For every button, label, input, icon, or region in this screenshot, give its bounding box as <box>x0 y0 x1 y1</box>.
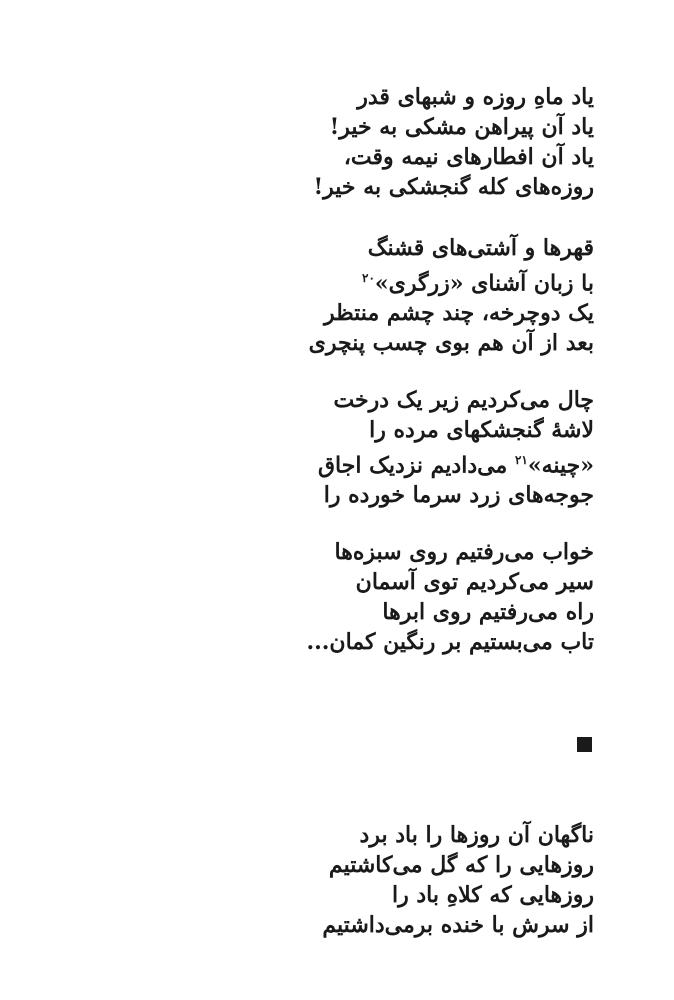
poem-line-prefix: «چینه» <box>527 452 594 479</box>
footnote-marker: ۲۱ <box>514 453 528 467</box>
stanza-5 <box>174 820 594 940</box>
poem-line: یاد آن افطارهای نیمه وقت، <box>343 144 594 170</box>
black-square-icon <box>577 737 592 752</box>
poem-line: تاب می‌بستیم بر رنگین کمان... <box>306 629 594 655</box>
stanza-3 <box>174 385 594 510</box>
footnote-marker: ۲۰ <box>362 271 375 285</box>
poem-line: راه می‌رفتیم روی ابرها <box>382 599 594 625</box>
poem-line: خواب می‌رفتیم روی سبزه‌ها <box>334 539 594 565</box>
poem-line: بعد از آن هم بوی چسب پنچری <box>308 330 594 357</box>
stanza-1 <box>174 82 594 202</box>
stanza-4 <box>174 537 594 657</box>
poem-line <box>174 445 594 480</box>
poem-line: قهرها و آشتی‌های قشنگ <box>367 235 594 261</box>
poem-line: ناگهان آن روزها را باد برد <box>359 822 594 848</box>
poem-line: چال می‌کردیم زیر یک درخت <box>333 387 594 413</box>
stanza-2 <box>174 233 594 358</box>
poem-line: لاشهٔ گنجشکهای مرده را <box>369 417 594 443</box>
poem-line: روزهایی که کلاهِ باد را <box>391 882 594 908</box>
poem-line: از سرش با خنده برمی‌داشتیم <box>322 912 594 938</box>
poem-line: یاد آن پیراهن مشکی به خیر! <box>329 114 594 140</box>
poem-line: یاد ماهِ روزه و شبهای قدر <box>357 84 594 110</box>
poem-line: جوجه‌های زرد سرما خورده را <box>323 482 594 509</box>
poem-line-text: با زبان آشنای «زرگری» <box>374 270 594 297</box>
poem-line-text: می‌دادیم نزدیک اجاق <box>317 452 508 479</box>
poem-line <box>174 263 594 298</box>
poem-line: روزهایی را که گل می‌کاشتیم <box>328 852 594 878</box>
poem-line: سیر می‌کردیم توی آسمان <box>355 569 594 595</box>
poem-line: یک دوچرخه، چند چشم منتظر <box>323 300 594 327</box>
poem-line: روزه‌های کله گنجشکی به خیر! <box>313 174 594 200</box>
